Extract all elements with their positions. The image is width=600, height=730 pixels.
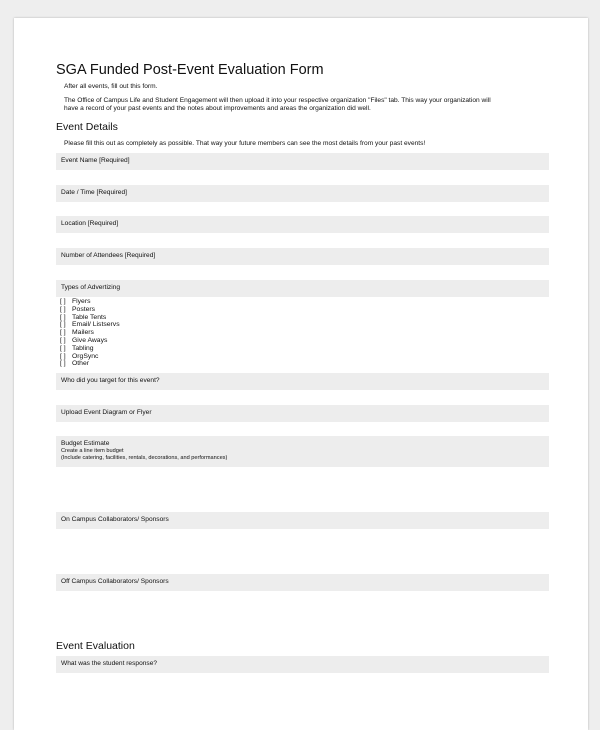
- form-title: SGA Funded Post-Event Evaluation Form: [56, 62, 324, 78]
- advertizing-label: Types of Advertizing: [61, 284, 121, 291]
- event-details-heading: Event Details: [56, 121, 118, 133]
- attendees-field[interactable]: [56, 248, 549, 265]
- checkbox-orgsync[interactable]: [ ] OrgSync: [60, 352, 99, 360]
- student-response-field[interactable]: [56, 656, 549, 673]
- target-field[interactable]: [56, 373, 549, 390]
- intro-line-3: have a record of your past events and the notes about improvements and areas the organization did well.: [64, 105, 371, 112]
- checkbox-posters[interactable]: [ ] Posters: [60, 305, 96, 313]
- checkbox-email-listservs[interactable]: [ ] Email/ Listservs: [60, 321, 120, 329]
- student-response-label: What was the student response?: [61, 660, 158, 667]
- date-time-label: Date / Time [Required]: [61, 189, 127, 196]
- target-label: Who did you target for this event?: [61, 377, 160, 384]
- intro-line-2: The Office of Campus Life and Student Engagement will then upload it into your respective organization "Files" tab. This way your organization will: [64, 97, 491, 104]
- attendees-label: Number of Attendees [Required]: [61, 252, 156, 259]
- off-campus-field[interactable]: [56, 574, 549, 591]
- event-name-field[interactable]: [56, 153, 549, 170]
- checkbox-give-aways[interactable]: [ ] Give Aways: [60, 336, 108, 344]
- location-label: Location [Required]: [61, 220, 119, 227]
- event-name-label: Event Name [Required]: [61, 157, 130, 164]
- event-evaluation-heading: Event Evaluation: [56, 640, 135, 652]
- advertizing-checklist: [60, 298, 120, 368]
- checkbox-other[interactable]: [ ] Other: [60, 360, 89, 368]
- diagram-upload-field[interactable]: [56, 405, 549, 422]
- document-page: [14, 18, 588, 730]
- event-details-instruction: Please fill this out as completely as possible. That way your future members can see the most details from your past events!: [64, 140, 426, 147]
- off-campus-label: Off Campus Collaborators/ Sponsors: [61, 578, 169, 585]
- checkbox-mailers[interactable]: [ ] Mailers: [60, 329, 94, 337]
- diagram-upload-label: Upload Event Diagram or Flyer: [61, 409, 152, 416]
- budget-subtitle-2: (Include catering, facilities, rentals, decorations, and performances): [61, 455, 228, 461]
- on-campus-label: On Campus Collaborators/ Sponsors: [61, 516, 169, 523]
- budget-title: Budget Estimate: [61, 440, 110, 447]
- on-campus-field[interactable]: [56, 512, 549, 529]
- budget-subtitle-1: Create a line item budget: [61, 448, 124, 454]
- intro-line-1: After all events, fill out this form.: [64, 83, 158, 90]
- checkbox-tabling[interactable]: [ ] Tabling: [60, 344, 94, 352]
- checkbox-flyers[interactable]: [ ] Flyers: [60, 298, 91, 305]
- advertizing-field[interactable]: [56, 280, 549, 297]
- checkbox-table-tents[interactable]: [ ] Table Tents: [60, 313, 107, 321]
- location-field[interactable]: [56, 216, 549, 233]
- budget-field[interactable]: [56, 436, 549, 467]
- date-time-field[interactable]: [56, 185, 549, 202]
